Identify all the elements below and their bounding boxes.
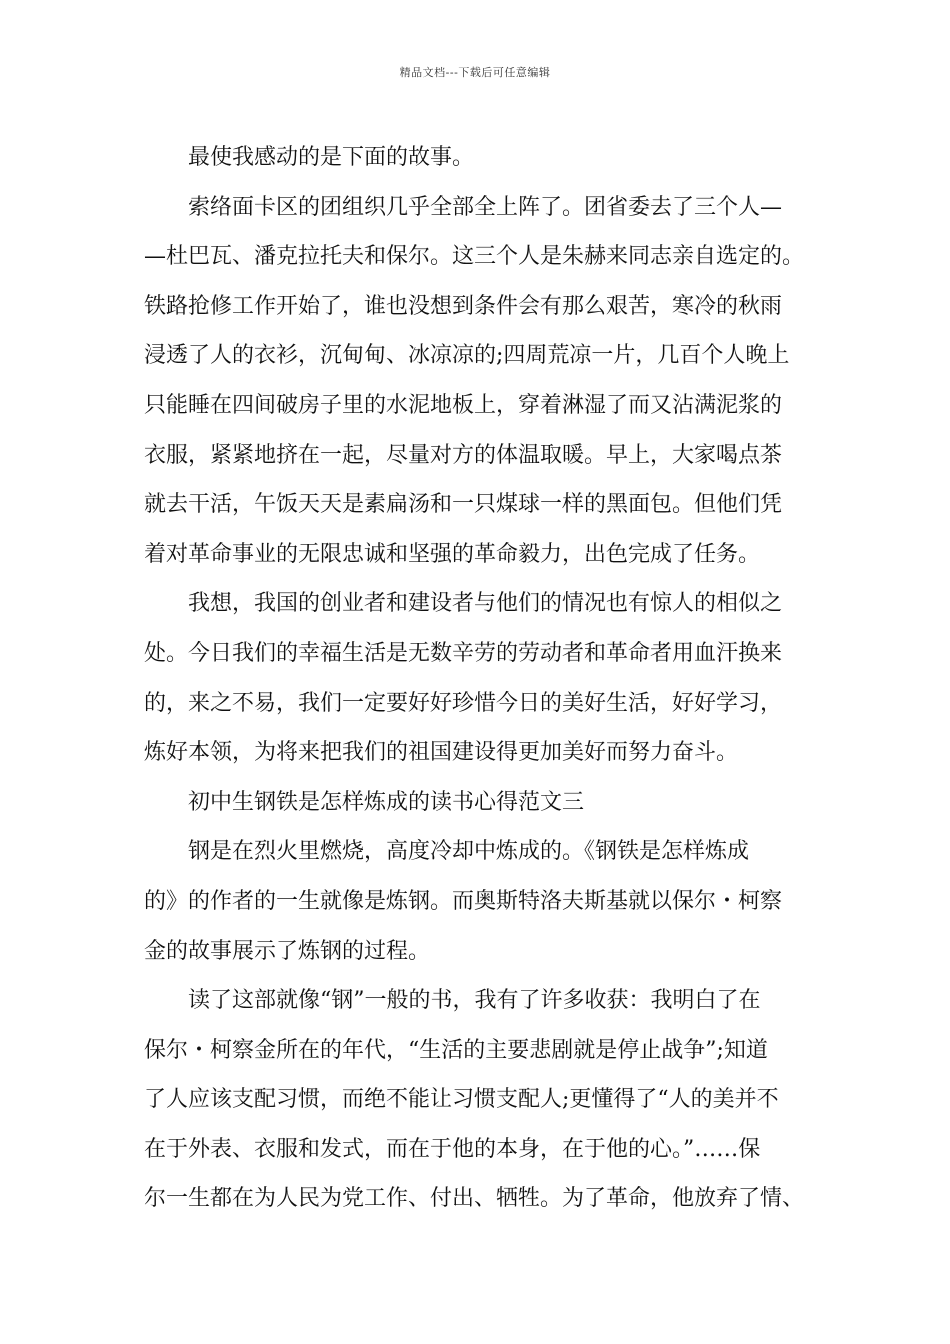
text-line: 在于外表、衣服和发式，而在于他的本身，在于他的心。”……保 — [144, 1136, 761, 1162]
text-line: 的》的作者的一生就像是炼钢。而奥斯特洛夫斯基就以保尔・柯察 — [144, 888, 783, 914]
text-line: 金的故事展示了炼钢的过程。 — [144, 938, 431, 964]
document-body — [144, 133, 824, 1224]
text-line: 的，来之不易，我们一定要好好珍惜今日的美好生活，好好学习， — [144, 690, 783, 716]
text-line: 我想，我国的创业者和建设者与他们的情况也有惊人的相似之 — [188, 591, 783, 617]
text-line: 炼好本领，为将来把我们的祖国建设得更加美好而努力奋斗。 — [144, 740, 739, 766]
text-line: 铁路抢修工作开始了，谁也没想到条件会有那么艰苦，寒冷的秋雨 — [144, 293, 783, 319]
text-line: 索络面卡区的团组织几乎全部全上阵了。团省委去了三个人— — [188, 194, 783, 220]
text-line: 衣服，紧紧地挤在一起，尽量对方的体温取暖。早上，大家喝点茶 — [144, 442, 783, 468]
text-line: 保尔・柯察金所在的年代，“生活的主要悲剧就是停止战争”;知道 — [144, 1037, 768, 1063]
text-line: 浸透了人的衣衫，沉甸甸、冰凉凉的;四周荒凉一片，几百个人晚上 — [144, 343, 790, 369]
text-line: 着对革命事业的无限忠诚和坚强的革命毅力，出色完成了任务。 — [144, 541, 761, 567]
text-line: 了人应该支配习惯，而绝不能让习惯支配人;更懂得了“人的美并不 — [144, 1087, 779, 1113]
page-header: 精品文档---下载后可任意编辑 — [399, 66, 551, 79]
text-line: 最使我感动的是下面的故事。 — [188, 145, 475, 170]
text-line: 读了这部就像“钢”一般的书，我有了许多收获：我明白了在 — [188, 988, 761, 1014]
text-line: 只能睡在四间破房子里的水泥地板上，穿着淋湿了而又沾满泥浆的 — [144, 392, 783, 418]
text-line: 尔一生都在为人民为党工作、付出、牺牲。为了革命，他放弃了情、 — [144, 1186, 805, 1212]
text-line: 就去干活，午饭天天是素扁汤和一只煤球一样的黑面包。但他们凭 — [144, 492, 783, 518]
text-line: —杜巴瓦、潘克拉托夫和保尔。这三个人是朱赫来同志亲自选定的。 — [144, 244, 805, 270]
section-heading: 初中生钢铁是怎样炼成的读书心得范文三 — [188, 789, 585, 815]
text-line: 处。今日我们的幸福生活是无数辛劳的劳动者和革命者用血汗换来 — [144, 640, 783, 666]
text-line: 钢是在烈火里燃烧，高度冷却中炼成的。《钢铁是怎样炼成 — [188, 839, 750, 865]
